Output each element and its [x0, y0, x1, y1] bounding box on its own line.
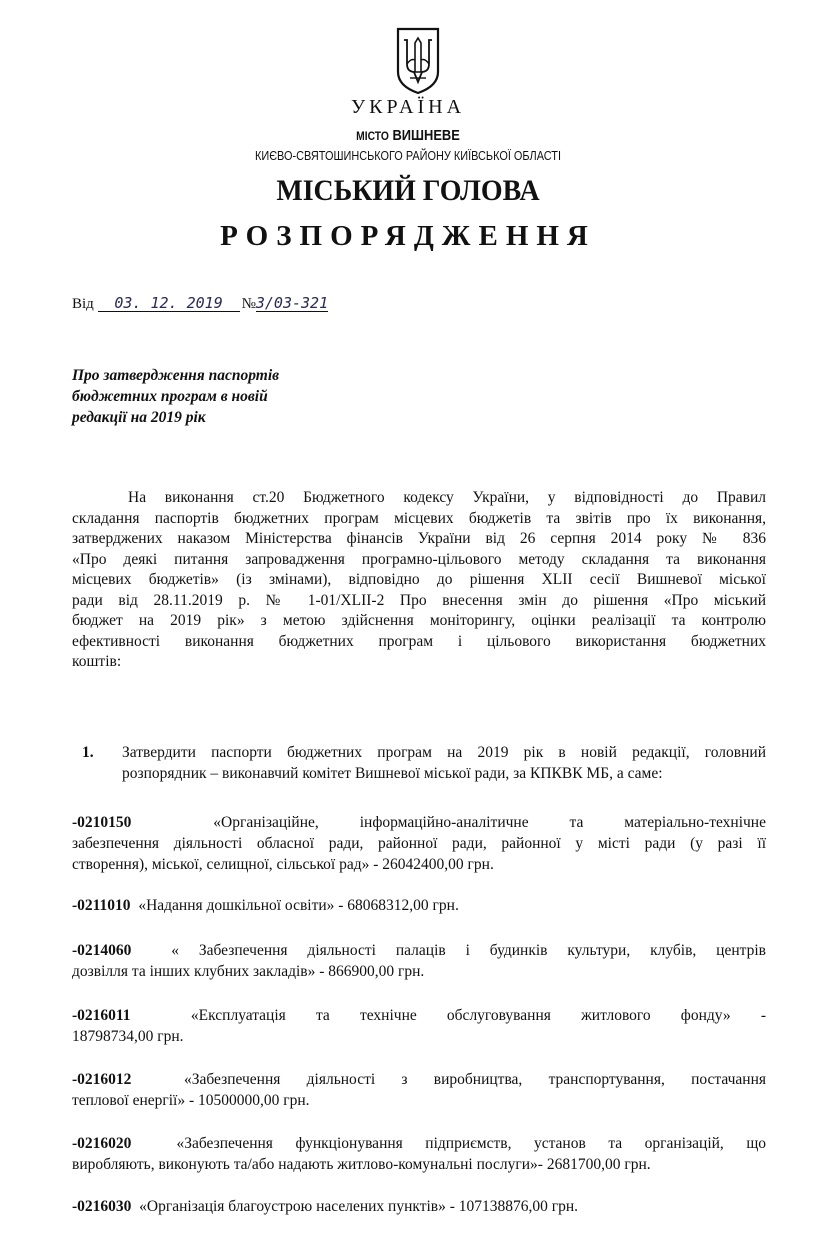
- intro-line: коштів:: [72, 653, 122, 670]
- intro-line: «Про деякі питання запровадження програмно-цільового методу складання та виконання: [72, 550, 766, 568]
- dateline: [72, 295, 328, 313]
- program-entry: [72, 1069, 766, 1111]
- subject-line: редакції на 2019 рік: [72, 409, 206, 426]
- program-first-line: [72, 1069, 766, 1090]
- program-code: -0214060: [72, 942, 132, 959]
- program-code: -0216012: [72, 1071, 132, 1088]
- intro-line: ради від 28.11.2019 р. № 1-01/XLII-2 Про внесення змін до рішення «Про міський: [72, 591, 766, 609]
- subject-line: Про затвердження паспортів: [72, 367, 280, 384]
- program-title: «Організаційне, інформаційно-аналітичне та матеріально-технічне: [213, 814, 766, 831]
- clause-number: 1.: [82, 744, 94, 761]
- program-entry: [72, 1005, 766, 1047]
- intro-paragraph: [72, 488, 766, 673]
- program-title: « Забезпечення діяльності палаців і будинків культури, клубів, центрів: [171, 942, 766, 959]
- program-first-line: [72, 895, 766, 916]
- city-heading: [57, 127, 759, 144]
- number-label: №: [241, 296, 256, 312]
- handwritten-date: 03. 12. 2019: [98, 295, 240, 312]
- region-heading: КИЄВО-СВЯТОШИНСЬКОГО РАЙОНУ КИЇВСЬКОЇ ОБЛАСТІ: [255, 148, 561, 163]
- program-entry: [72, 1133, 766, 1175]
- program-line: виробляють, виконують та/або надають житлово-комунальні послуги»- 2681700,00 грн.: [72, 1156, 651, 1173]
- program-first-line: [72, 812, 766, 833]
- intro-line: ефективності виконання бюджетних програм і цільового використання бюджетних: [72, 632, 766, 650]
- program-code: -0211010: [72, 897, 131, 914]
- program-title: «Забезпечення діяльності з виробництва, транспортування, постачання: [183, 1071, 767, 1088]
- program-title: «Надання дошкільної освіти» - 68068312,00 грн.: [138, 897, 459, 914]
- intro-line: складання паспортів бюджетних програм місцевих бюджетів та звітів про їх виконання,: [72, 509, 766, 527]
- intro-line: місцевих бюджетів» (із змінами), відповідно до рішення XLII сесії Вишневої міської: [72, 571, 766, 588]
- document-type-heading: РОЗПОРЯДЖЕННЯ: [220, 220, 596, 252]
- program-first-line: [72, 940, 766, 961]
- handwritten-number: 3/03-321: [255, 294, 329, 312]
- program-title: «Експлуатація та технічне обслуговування житлового фонду» -: [190, 1007, 767, 1024]
- subject-block: [72, 365, 372, 428]
- intro-line: На виконання ст.20 Бюджетного кодексу України, у відповідності до Правил: [128, 489, 766, 506]
- program-line: 18798734,00 грн.: [72, 1028, 184, 1045]
- city-name: ВИШНЕВЕ: [392, 127, 460, 144]
- office-heading: МІСЬКИЙ ГОЛОВА: [276, 174, 540, 207]
- program-entry: [72, 812, 766, 875]
- program-title: «Забезпечення функціонування підприємств, установ та організацій, що: [176, 1135, 767, 1152]
- program-first-line: [72, 1133, 766, 1154]
- program-code: -0216011: [72, 1007, 131, 1024]
- program-code: -0210150: [72, 814, 132, 831]
- program-code: -0216020: [72, 1135, 132, 1152]
- program-title: «Організація благоустрою населених пунктів» - 107138876,00 грн.: [139, 1198, 579, 1215]
- from-label: Від: [72, 296, 94, 312]
- clause-line: Затвердити паспорти бюджетних програм на 2019 рік в новій редакції, головний: [122, 744, 766, 761]
- trident-coat-of-arms-icon: [394, 26, 442, 96]
- clause-line: розпорядник – виконавчий комітет Вишневої міської ради, за КПКВК МБ, а саме:: [122, 765, 663, 782]
- program-line: теплової енергії» - 10500000,00 грн.: [72, 1092, 310, 1109]
- intro-line: затверджених наказом Міністерства фінансів України від 26 серпня 2014 року № 836: [72, 530, 766, 547]
- program-entry: [72, 1196, 766, 1217]
- country-heading: УКРАЇНА: [350, 96, 466, 118]
- program-line: дозвілля та інших клубних закладів» - 866900,00 грн.: [72, 963, 425, 980]
- program-first-line: [72, 1005, 766, 1026]
- clause-text: [122, 742, 766, 784]
- program-entry: [72, 895, 766, 916]
- program-code: -0216030: [72, 1198, 132, 1215]
- city-prefix: МІСТО: [356, 129, 389, 143]
- program-entry: [72, 940, 766, 982]
- program-line: створення), міської, селищної, сільської рад» - 26042400,00 грн.: [72, 856, 494, 873]
- program-line: забезпечення діяльності обласної ради, районної ради, районної у місті ради (у разі її: [72, 835, 766, 852]
- intro-line: бюджет на 2019 рік» з метою здійснення моніторингу, оцінки реалізації та контролю: [72, 612, 766, 629]
- program-first-line: [72, 1196, 766, 1217]
- subject-line: бюджетних програм в новій: [72, 388, 268, 405]
